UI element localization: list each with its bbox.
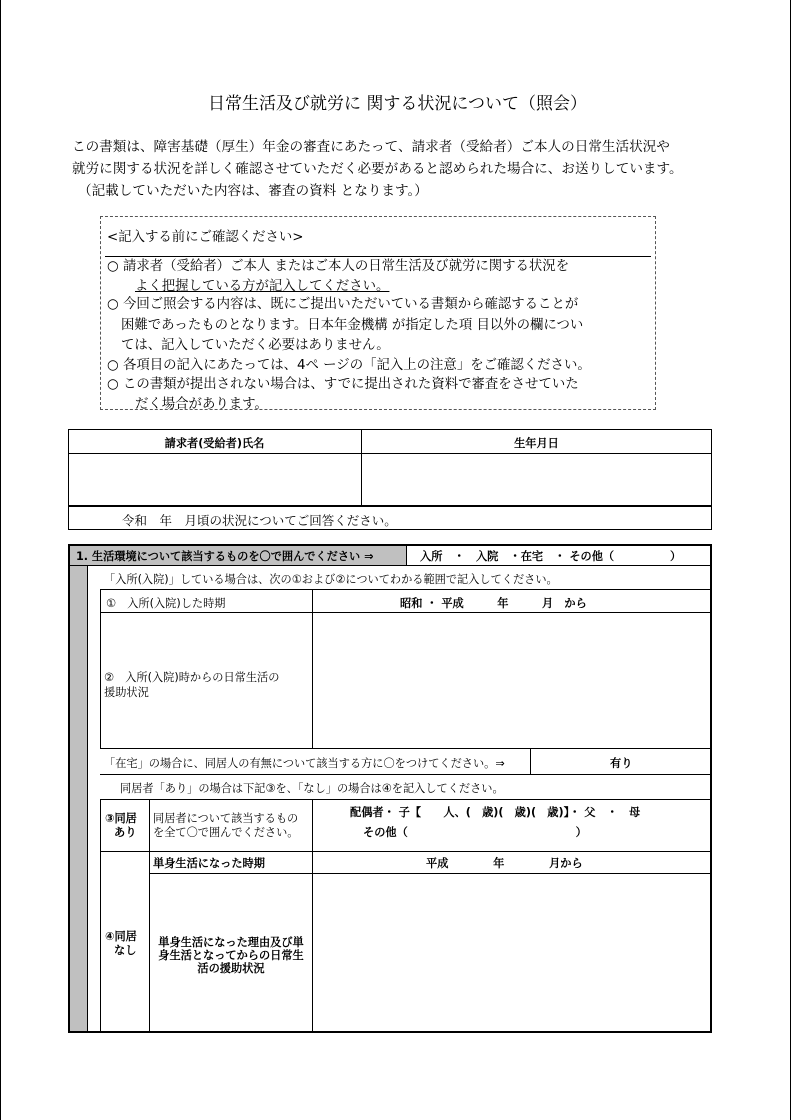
cohabitant-description: 同居者について該当するもの xyxy=(153,812,299,825)
notice-heading: <記入する前にご確認ください> xyxy=(107,230,304,245)
cohabitant-none-label: ④同居 xyxy=(105,930,137,943)
section1-heading: 1. 生活環境について該当するものを〇で囲んでください ⇒ xyxy=(76,550,374,563)
page-title: 日常生活及び就労に 関する状況について（照会） xyxy=(207,94,588,114)
table-rule xyxy=(68,453,712,454)
applicant-name-field[interactable] xyxy=(70,455,360,504)
table-rule xyxy=(70,565,711,566)
cohabitant-options[interactable]: 配偶者・ 子【 人、( 歳)( 歳)( 歳)】・ 父 ・ 母 xyxy=(350,806,641,819)
cohabitant-yes-label: ③同居 xyxy=(105,812,137,825)
intro-paragraph xyxy=(72,136,772,202)
cohabitant-description: を全て〇で囲んでください。 xyxy=(153,826,299,839)
table-rule xyxy=(68,505,712,507)
date-of-birth-field[interactable] xyxy=(363,455,711,504)
admission-support-field[interactable] xyxy=(313,613,711,747)
living-alone-reason-field[interactable] xyxy=(313,874,711,1031)
table-rule xyxy=(100,799,101,1031)
dob-header: 生年月日 xyxy=(514,437,559,450)
cohabitant-note: 同居者「あり」の場合は下記③を、「なし」の場合は④を記入してください。 xyxy=(120,782,504,795)
table-rule xyxy=(100,799,711,800)
table-rule xyxy=(87,565,88,1031)
living-alone-since-field[interactable]: 平成 年 月から xyxy=(426,857,583,870)
status-date-line: 令和 年 月頃の状況についてご回答ください。 xyxy=(122,513,397,528)
table-rule xyxy=(100,774,711,775)
intro-line: この書類は、障害基礎（厚生）年金の審査にあたって、請求者（受給者）ご本人の日常生活状況や xyxy=(72,139,670,155)
table-rule xyxy=(530,748,531,774)
notice-line: よく把握している方が記入してください。 xyxy=(135,279,390,294)
home-note: 「在宅」の場合に、同居人の有無について該当する方に〇をつけてください。⇒ xyxy=(104,757,505,770)
admission-support-label: ② 入所(入院)時からの日常生活の xyxy=(104,671,280,684)
page-border-right xyxy=(790,0,791,1120)
table-rule xyxy=(406,546,407,565)
notice-line: ては、記入していただく必要はありません。 xyxy=(121,338,390,353)
cohabitant-other-field[interactable]: その他（ ） xyxy=(363,826,587,839)
table-rule xyxy=(100,851,711,852)
notice-line: 困難であったものとなります。日本年金機構 が指定した項 目以外の欄につい xyxy=(121,318,584,333)
living-alone-since-label: 単身生活になった時期 xyxy=(153,857,265,870)
cohabitant-yes-label: あり xyxy=(114,826,137,839)
home-option-yes[interactable]: 有り xyxy=(610,757,633,770)
notice-line: ○ 今回ご照会する内容は、既にご提出いただいている書類から確認することが xyxy=(107,297,579,312)
living-environment-options[interactable]: 入所 ・ 入院 ・在宅 ・ その他（ ） xyxy=(420,550,682,563)
table-rule xyxy=(100,748,711,749)
notice-line: ○ 請求者（受給者）ご本人 またはご本人の日常生活及び就労に関する状況を xyxy=(107,259,570,274)
cohabitant-none-label: なし xyxy=(114,944,137,957)
table-rule xyxy=(100,589,711,590)
page-border-left xyxy=(0,0,1,1120)
admission-date-label: ① 入所(入院)した時期 xyxy=(106,597,226,610)
living-alone-reason-label: 活の援助状況 xyxy=(197,962,265,975)
section1-side-shade xyxy=(70,565,87,1031)
notice-line: ○ 各項目の記入にあたっては、4ペ ージの「記入上の注意」をご確認ください。 xyxy=(107,358,591,373)
intro-line: （記載していただいた内容は、審査の資料 となります。） xyxy=(78,183,428,199)
admission-support-label: 援助状況 xyxy=(104,686,149,699)
name-header: 請求者(受給者)氏名 xyxy=(164,437,265,450)
table-rule xyxy=(312,799,313,851)
living-alone-reason-label: 身生活となってからの日常生 xyxy=(158,949,304,962)
living-alone-reason-label: 単身生活になった理由及び単 xyxy=(158,936,304,949)
admission-date-field[interactable]: 昭和 ・ 平成 年 月 から xyxy=(400,597,587,610)
notice-underline xyxy=(105,256,651,257)
notice-box xyxy=(100,216,656,410)
notice-line: だく場合があります。 xyxy=(135,397,268,412)
intro-line: 就労に関する状況を詳しく確認させていただく必要があると認められた場合に、お送りしています。 xyxy=(72,161,683,177)
table-rule xyxy=(149,799,150,1031)
notice-line: ○ この書類が提出されない場合は、すでに提出された資料で審査をさせていた xyxy=(107,377,579,392)
admission-note: 「入所(入院)」している場合は、次の①および②についてわかる範囲で記入してください。 xyxy=(104,573,558,586)
